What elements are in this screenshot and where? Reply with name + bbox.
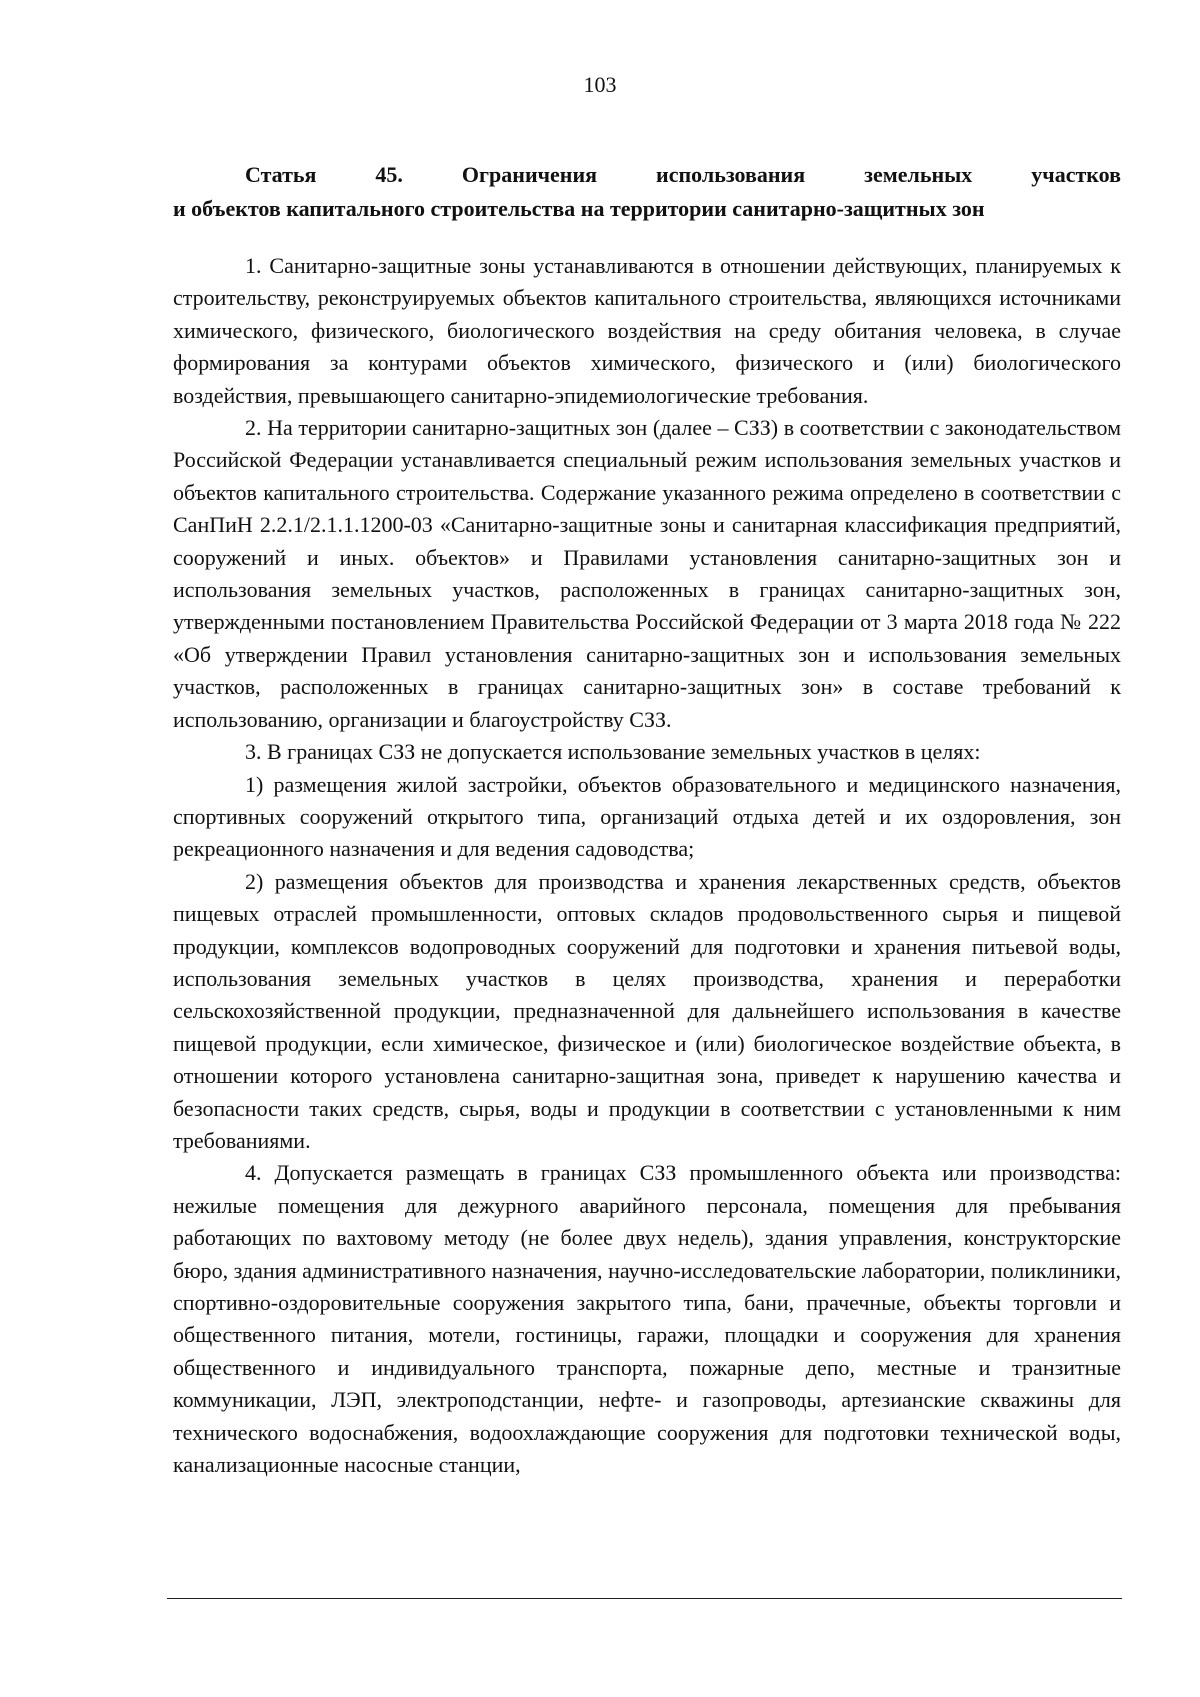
- paragraph-2: 2. На территории санитарно-защитных зон (далее – СЗЗ) в соответствии с законодательством Российской Федерации устанавливается специальный режим использования земельных участков и объектов капитального строительства. Содержание указанного режима определено в соответствии с СанПиН 2.2.1/2.1.1.1200-03 «Санитарно-защитные зоны и санитарная классификация предприятий, сооружений и иных. объектов» и Правилами установления санитарно-защитных зон и использования земельных участков, расположенных в границах санитарно-защитных зон, утвержденными постановлением Правительства Российской Федерации от 3 марта 2018 года № 222 «Об утверждении Правил установления санитарно-защитных зон и использования земельных участков, расположенных в границах санитарно-защитных зон» в составе требований к использованию, организации и благоустройству СЗЗ.: [173, 415, 1121, 732]
- paragraph-1: 1. Санитарно-защитные зоны устанавливаются в отношении действующих, планируемых к строительству, реконструируемых объектов капитального строительства, являющихся источниками химического, физического, биологического воздействия на среду обитания человека, в случае формирования за контурами объектов химического, физического и (или) биологического воздействия, превышающего санитарно-эпидемиологические требования.: [173, 253, 1121, 408]
- article-heading-line-1: Статья 45. Ограничения использования земельных участков: [245, 162, 1121, 187]
- paragraph-3: 3. В границах СЗЗ не допускается использование земельных участков в целях:: [245, 739, 981, 765]
- article-heading: [173, 158, 1121, 226]
- paragraph-3-item-1: 1) размещения жилой застройки, объектов образовательного и медицинского назначения, спортивных сооружений открытого типа, организаций отдыха детей и их оздоровления, зон рекреационного назначения и для ведения садоводства;: [173, 771, 1121, 862]
- page-content: [173, 158, 1121, 1481]
- footer-divider: [167, 1598, 1122, 1599]
- page-number: 103: [583, 72, 617, 97]
- paragraph-3-item-2: 2) размещения объектов для производства и хранения лекарственных средств, объектов пищевых отраслей промышленности, оптовых складов продовольственного сырья и пищевой продукции, комплексов водопроводных сооружений для подготовки и хранения питьевой воды, использования земельных участков в целях производства, хранения и переработки сельскохозяйственной продукции, предназначенной для дальнейшего использования в качестве пищевой продукции, если химическое, физическое и (или) биологическое воздействие объекта, в отношении которого установлена санитарно-защитная зона, приведет к нарушению качества и безопасности таких средств, сырья, воды и продукции в соответствии с установленными к ним требованиями.: [173, 868, 1121, 1153]
- paragraph-4: 4. Допускается размещать в границах СЗЗ промышленного объекта или производства: нежилые помещения для дежурного аварийного персонала, помещения для пребывания работающих по вахтовому методу (не более двух недель), здания управления, конструкторские бюро, здания административного назначения, научно-исследовательские лаборатории, поликлиники, спортивно-оздоровительные сооружения закрытого типа, бани, прачечные, объекты торговли и общественного питания, мотели, гостиницы, гаражи, площадки и сооружения для хранения общественного и индивидуального транспорта, пожарные депо, местные и транзитные коммуникации, ЛЭП, электроподстанции, нефте- и газопроводы, артезианские скважины для технического водоснабжения, водоохлаждающие сооружения для подготовки технической воды, канализационные насосные станции,: [173, 1160, 1121, 1478]
- article-heading-line-2: и объектов капитального строительства на территории санитарно-защитных зон: [173, 196, 985, 221]
